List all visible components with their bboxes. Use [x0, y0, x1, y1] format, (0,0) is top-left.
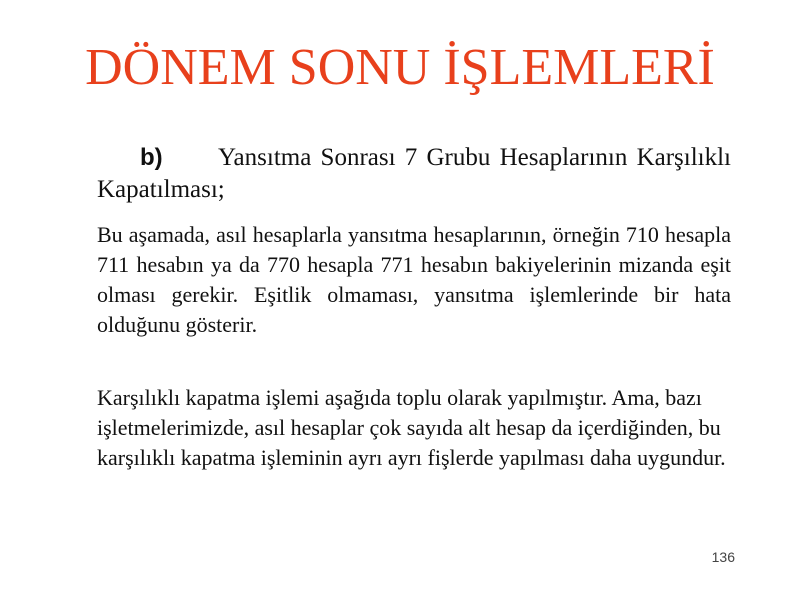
- paragraph-balance-check: Bu aşamada, asıl hesaplarla yansıtma hesaplarının, örneğin 710 hesapla 711 hesabın ya da 770 hesapla 771 hesabın bakiyelerinin mizanda eşit olması gerekir. Eşitlik olmaması, yansıtma işlemlerinde bir hata olduğunu gösterir.: [97, 222, 731, 337]
- section-heading-text: Yansıtma Sonrası 7 Grubu Hesaplarının Karşılıklı Kapatılması;: [97, 144, 731, 203]
- page-number: 136: [711, 549, 735, 565]
- paragraph-spacer: [97, 340, 731, 383]
- slide-body: [97, 142, 731, 473]
- slide-title: DÖNEM SONU İŞLEMLERİ: [85, 39, 715, 96]
- section-heading: [97, 142, 731, 206]
- paragraph-closing-entries: Karşılıklı kapatma işlemi aşağıda toplu olarak yapılmıştır. Ama, bazı işletmelerimizde, asıl hesaplar çok sayıda alt hesap da içerdiğinden, bu karşılıklı kapatma işleminin ayrı ayrı fişlerde yapılması daha uygundur.: [97, 385, 726, 470]
- section-marker: b): [140, 144, 163, 171]
